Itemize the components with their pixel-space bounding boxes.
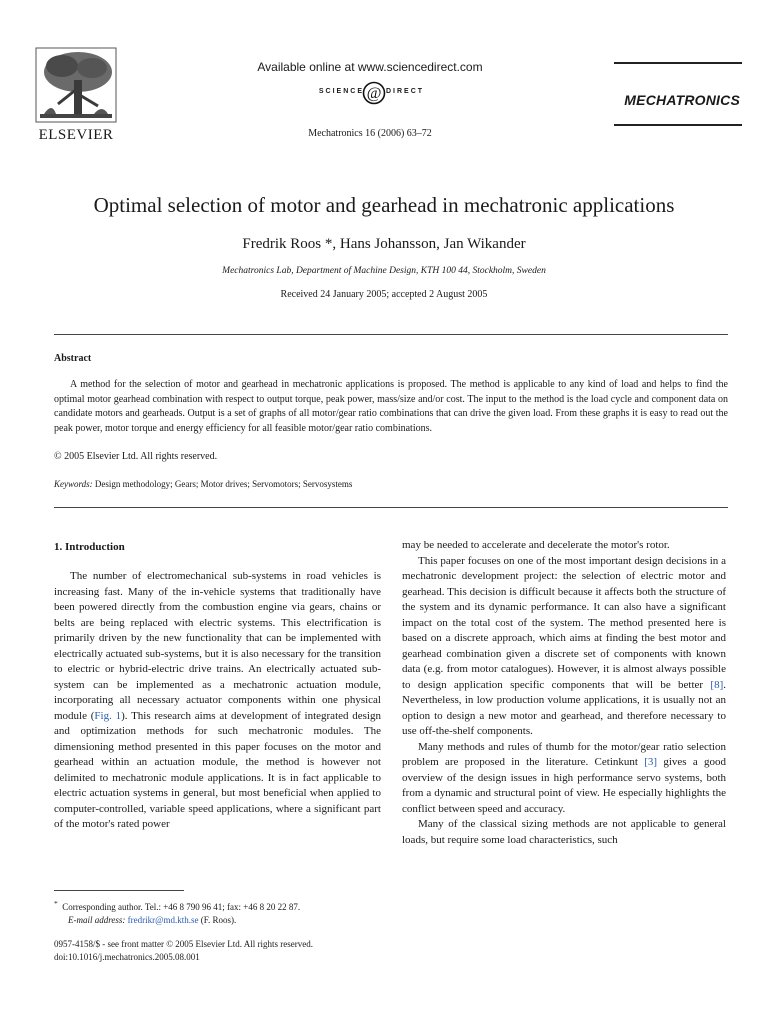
at-sign-icon: [361, 81, 387, 105]
article-dates: Received 24 January 2005; accepted 2 August 2005: [280, 289, 488, 300]
available-online: Available online at www.sciencedirect.com: [257, 60, 483, 74]
publisher-name: ELSEVIER: [38, 127, 114, 143]
reference-3-link[interactable]: [3]: [644, 756, 658, 768]
abstract-body: [54, 378, 728, 436]
article-authors: Fredrik Roos *, Hans Johansson, Jan Wikander: [242, 236, 526, 252]
intro-paragraph-1-continued: may be needed to accelerate and decelerate the motor's rotor.: [402, 539, 670, 551]
right-column: [402, 538, 726, 848]
bottom-meta: [54, 938, 384, 964]
keywords: [54, 479, 352, 489]
reference-8-link[interactable]: [8]: [710, 678, 724, 691]
sciencedirect-left: SCIENCE: [318, 88, 364, 95]
journal-reference: Mechatronics 16 (2006) 63–72: [308, 128, 432, 139]
abstract-rule-top: [54, 334, 728, 335]
footnote-email-suffix: (F. Roos).: [200, 915, 237, 925]
section-heading-introduction: 1. Introduction: [54, 541, 125, 553]
article-affiliation: Mechatronics Lab, Department of Machine Design, KTH 100 44, Stockholm, Sweden: [222, 266, 546, 276]
abstract-heading: Abstract: [54, 353, 92, 364]
keywords-label: Keywords:: [54, 479, 93, 489]
footnote-email-label: E-mail address:: [68, 915, 126, 925]
intro-paragraph-3: Many methods and rules of thumb for the motor/gear ratio selection problem are proposed in the literature. Cetinkunt [3] gives a good overview of the design issues in high performance servo systems, both from a dynamic and structural point of view. He especially highlights the conflict between speed and accuracy.: [402, 740, 726, 815]
footnote-rule: [54, 890, 184, 891]
keywords-list: Design methodology; Gears; Motor drives; Servomotors; Servosystems: [94, 479, 353, 489]
footnote: [54, 897, 384, 927]
footnote-marker: *: [54, 899, 58, 908]
article-title: Optimal selection of motor and gearhead in mechatronic applications: [93, 193, 675, 217]
abstract-text: A method for the selection of motor and gearhead in mechatronic applications is proposed. The method is applicable to any kind of load and helps to find the optimal motor gearhead combination with respect to output torque, peak power, mass/size and/or cost. The input to the method is the load cycle and component data on candidate motors and gearheads. Output is a set of graphs of all motor/gear ratio combinations that can drive the given load. From these graphs it is easy to read out the peak power, motor torque and energy efficiency for all feasible motor/gear ratio combinations.: [54, 379, 728, 434]
header-rule-top: [614, 62, 742, 64]
sd-mark-glyph: @: [366, 85, 382, 102]
sciencedirect-logo: [250, 81, 500, 105]
abstract-copyright: © 2005 Elsevier Ltd. All rights reserved.: [54, 451, 218, 462]
footnote-email-link[interactable]: fredrikr@md.kth.se: [127, 915, 199, 925]
intro-paragraph-2: This paper focuses on one of the most important design decisions in a mechatronic development project: the selection of electric motor and gearhead. This decision is difficult because it affects both the structure of the system and its dynamic performance. It can also have a significant impact on the total cost of the system. The method presented here is based on a discrete approach, which aims at finding the best motor and gearhead combination given a discrete set of components with known data (e.g. from motor catalogues). However, it is almost always possible to design application specific components that will be better [8]. Nevertheless, in low production volume applications, it is usually not an option to design a new motor and gearhead, and therefore necessary to use off-the-shelf components.: [402, 554, 726, 737]
left-column: [54, 569, 381, 833]
footnote-corresponding: Corresponding author. Tel.: +46 8 790 96 41; fax: +46 8 20 22 87.: [62, 902, 301, 912]
abstract-rule-bottom: [54, 507, 728, 508]
intro-paragraph-1: The number of electromechanical sub-systems in road vehicles is increasing fast. Many of the in-vehicle systems that traditionally have been powered directly from the combustion engine via gears, chains or belts are being replaced with electric systems. This electrification is primarily driven by the new functionality that can be implemented with electrically actuated sub-systems, but it is also necessary for the transition to electric or hybrid-electric drive trains. An electrically actuated sub-system can be implemented as a mechatronic actuation module, incorporating all necessary actuator components within one physical module (Fig. 1). This research aims at development of integrated design and optimization methods for such mechatronic modules. The dimensioning method presented in this paper focuses on the motor and gearhead within an actuation module, the method is however not delimited to mechatronic module applications. It is in fact applicable to electric actuation systems in general, but most beneficial when applied to computer-controlled, variable speed applications, where a significant part of the motor's rated power: [54, 570, 381, 830]
figure-1-link[interactable]: Fig. 1: [94, 709, 122, 722]
doi-line[interactable]: doi:10.1016/j.mechatronics.2005.08.001: [54, 952, 200, 962]
intro-paragraph-4: Many of the classical sizing methods are not applicable to general loads, but require some load characteristics, such: [402, 818, 726, 846]
journal-name: MECHATRONICS: [624, 92, 740, 108]
header-rule-bottom: [614, 124, 742, 126]
sciencedirect-right: DIRECT: [386, 88, 425, 95]
issn-line: 0957-4158/$ - see front matter © 2005 Elsevier Ltd. All rights reserved.: [54, 939, 314, 949]
